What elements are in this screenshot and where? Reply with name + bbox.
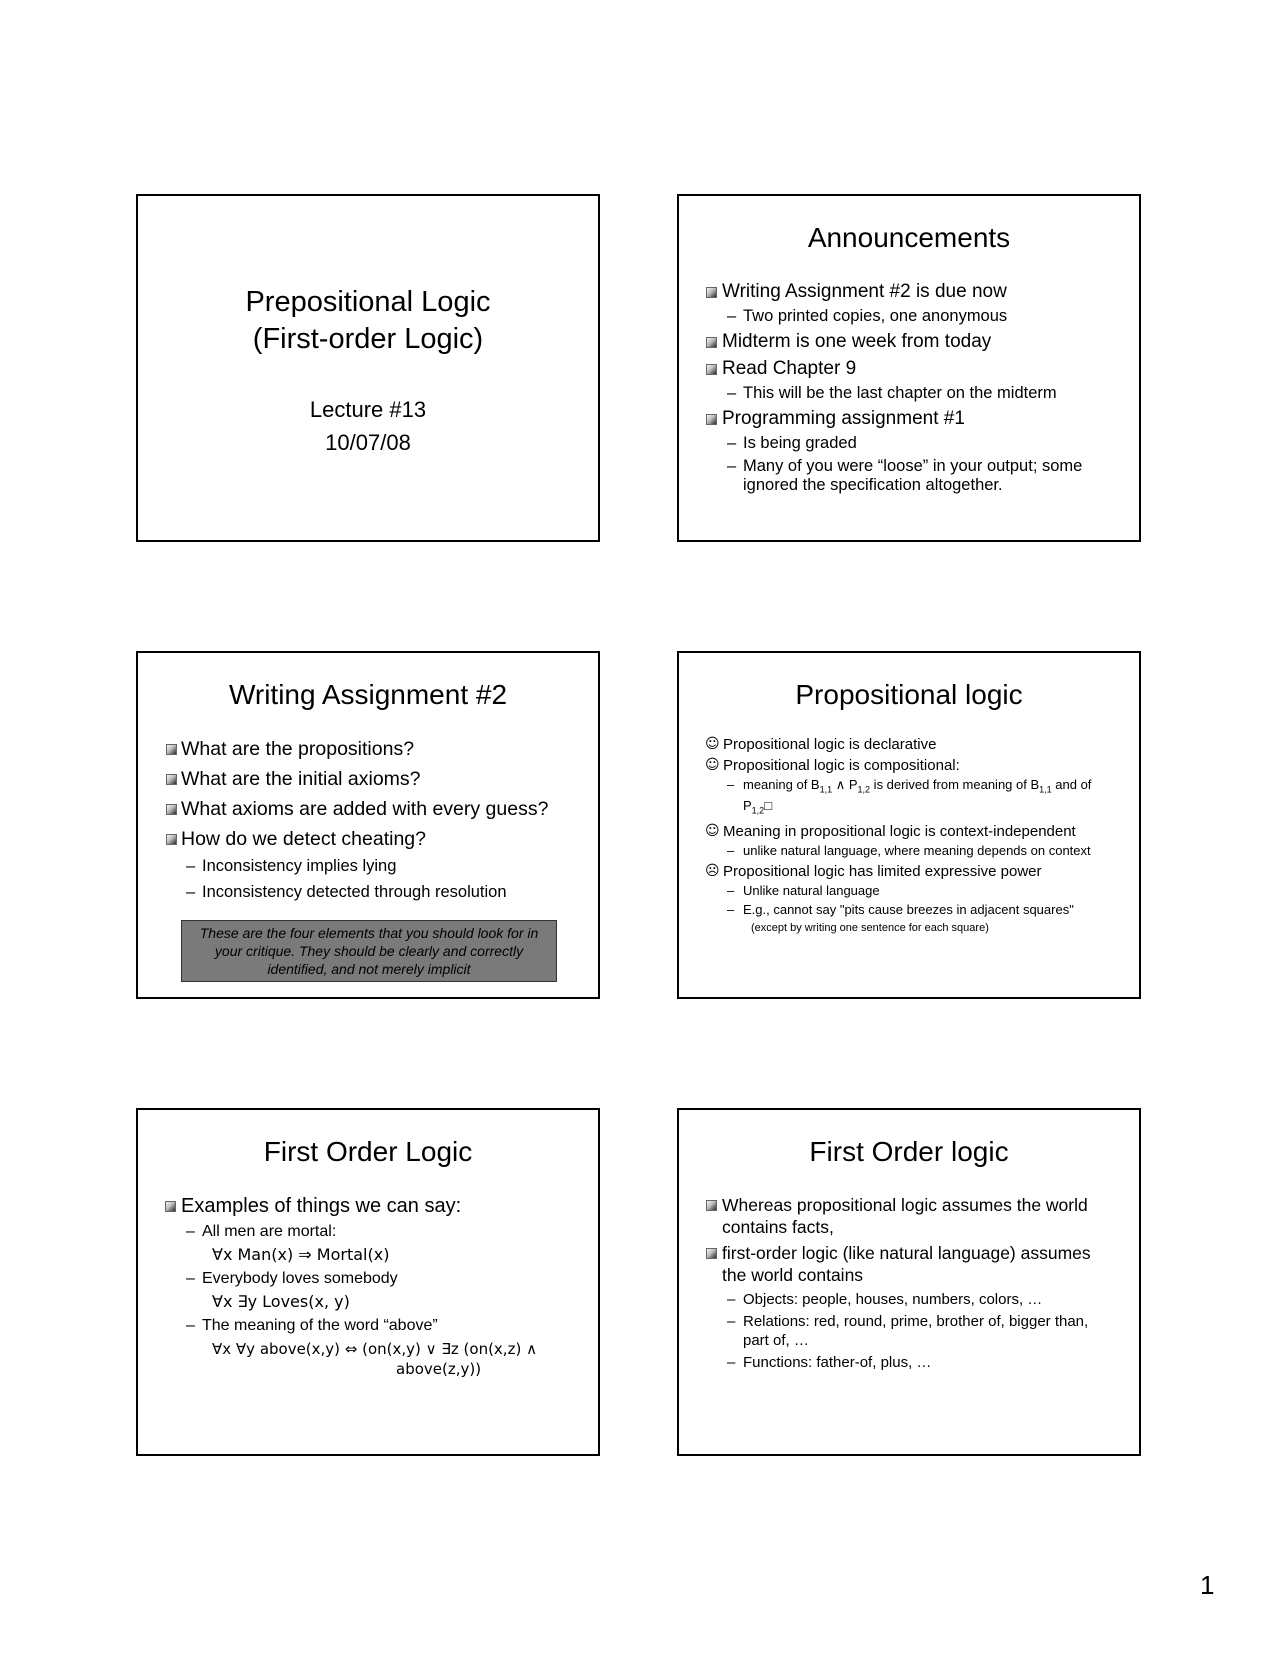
slide-heading: Announcements	[807, 222, 1011, 253]
subscript: 1,1	[1039, 784, 1052, 795]
square-bullet-icon	[166, 804, 177, 815]
footnote: (except by writing one sentence for each square)	[751, 922, 989, 935]
sub-bullet	[679, 434, 1139, 453]
sub-bullet-text: All men are mortal:	[202, 1223, 337, 1240]
slide-first-order-logic-world	[677, 1108, 1141, 1456]
title-line-1: Prepositional Logic	[245, 286, 491, 318]
slide-body	[138, 1194, 598, 1379]
bullet-text: What are the propositions?	[181, 738, 415, 760]
formula-part: meaning of B	[743, 777, 820, 792]
bullet-text: Propositional logic has limited expressive power	[723, 863, 1042, 881]
formula-part: □	[764, 797, 773, 813]
dash-icon: –	[727, 1291, 736, 1308]
bullet-text: Propositional logic is declarative	[723, 736, 937, 753]
bullet	[679, 735, 1139, 754]
sub-bullet-text: Functions: father-of, plus, …	[743, 1354, 932, 1371]
dash-icon: –	[727, 843, 735, 859]
sub-bullet-text: Is being graded	[743, 434, 857, 452]
bullet	[679, 1242, 1139, 1286]
sub-bullet-text: Many of you were “loose” in your output; some ignored the specification altogether.	[743, 457, 1083, 494]
bullet	[138, 767, 598, 791]
dash-icon: –	[727, 1313, 736, 1330]
bullet	[138, 737, 598, 761]
sub-bullet-text: This will be the last chapter on the midterm	[743, 384, 1057, 402]
sub-bullet-text: Two printed copies, one anonymous	[743, 307, 1008, 325]
sub-bullet-text: Relations: red, round, prime, brother of, bigger than, part of, …	[743, 1313, 1089, 1349]
sub-bullet-text: Inconsistency detected through resolution	[202, 883, 507, 901]
bullet-text: Examples of things we can say:	[181, 1195, 462, 1217]
bullet	[679, 357, 1139, 381]
dash-icon: –	[186, 857, 196, 875]
sub-bullet-text: Unlike natural language	[743, 883, 880, 899]
square-bullet-icon	[166, 744, 177, 755]
slide-body	[138, 737, 598, 909]
bullet	[679, 330, 1139, 354]
sub-bullet	[679, 843, 1139, 858]
bullet	[138, 1194, 598, 1218]
slide-heading: Propositional logic	[795, 679, 1023, 710]
sub-bullet-text: Everybody loves somebody	[202, 1270, 398, 1287]
sub-bullet	[679, 883, 1139, 898]
square-bullet-icon	[165, 1201, 176, 1212]
bullet	[138, 827, 598, 851]
dash-icon: –	[727, 1354, 736, 1371]
title-line-2: (First-order Logic)	[252, 323, 484, 355]
bullet	[679, 1194, 1139, 1238]
sub-bullet	[679, 1290, 1139, 1309]
slide-body	[679, 1194, 1139, 1375]
dash-icon: –	[186, 1270, 195, 1287]
formula-part: is derived from meaning of B	[870, 777, 1040, 792]
dash-icon: –	[186, 1317, 195, 1334]
sub-bullet	[679, 1353, 1139, 1372]
dash-icon: –	[727, 434, 737, 452]
lecture-number: Lecture #13	[309, 397, 427, 422]
bullet	[138, 797, 598, 821]
sub-bullet	[138, 883, 598, 902]
square-bullet-icon	[706, 287, 717, 298]
bullet	[679, 756, 1139, 775]
bullet	[679, 862, 1139, 881]
bullet	[679, 407, 1139, 431]
slide-body	[679, 280, 1139, 499]
subscript: 1,2	[751, 805, 765, 816]
dash-icon: –	[727, 457, 737, 475]
square-bullet-icon	[166, 774, 177, 785]
slide-announcements	[677, 194, 1141, 542]
bullet-text: Programming assignment #1	[722, 408, 965, 429]
slide-heading: First Order Logic	[263, 1136, 473, 1167]
dash-icon: –	[727, 307, 737, 325]
slide-writing-assignment	[136, 651, 600, 999]
smiley-icon: ☺	[705, 736, 720, 752]
dash-icon: –	[727, 883, 735, 899]
square-bullet-icon	[706, 414, 717, 425]
slide-title	[136, 194, 600, 542]
slide-heading: First Order logic	[809, 1136, 1009, 1167]
sub-bullet	[138, 1269, 598, 1288]
sub-bullet-text: Inconsistency implies lying	[202, 857, 397, 875]
dash-icon: –	[186, 1223, 195, 1240]
bullet-text: What are the initial axioms?	[181, 768, 421, 790]
square-bullet-icon	[706, 1200, 717, 1211]
sub-bullet	[138, 857, 598, 876]
slide-body	[679, 735, 1139, 939]
bullet-text: first-order logic (like natural language) assumes the world contains	[722, 1243, 1091, 1285]
dash-icon: –	[727, 384, 737, 402]
subscript: 1,2	[857, 784, 871, 795]
square-bullet-icon	[706, 364, 717, 375]
frowny-icon: ☹	[705, 863, 720, 880]
sub-bullet	[679, 384, 1139, 403]
bullet-text: Midterm is one week from today	[722, 331, 992, 352]
sub-bullet	[679, 777, 1139, 818]
sub-bullet-text: unlike natural language, where meaning depends on context	[743, 843, 1091, 859]
slide-heading: Writing Assignment #2	[228, 679, 508, 710]
sub-bullet	[138, 1316, 598, 1335]
bullet-text: Whereas propositional logic assumes the world contains facts,	[722, 1195, 1088, 1237]
bullet	[679, 280, 1139, 304]
lecture-info	[138, 393, 598, 459]
square-bullet-icon	[166, 834, 177, 845]
formula-part: ∧ P	[832, 777, 858, 792]
bullet	[679, 822, 1139, 841]
sub-bullet	[679, 902, 1139, 917]
sub-bullet	[679, 307, 1139, 326]
lecture-title	[138, 284, 598, 358]
smiley-icon: ☺	[705, 823, 720, 840]
bullet-text: Read Chapter 9	[722, 358, 857, 379]
slide-first-order-logic-examples	[136, 1108, 600, 1456]
sub-bullet-text: Objects: people, houses, numbers, colors, …	[743, 1291, 1043, 1308]
lecture-date: 10/07/08	[325, 430, 411, 455]
bullet-text: Writing Assignment #2 is due now	[722, 281, 1007, 302]
sub-bullet	[679, 1312, 1139, 1350]
formula-continuation: above(z,y))	[396, 1360, 482, 1378]
dash-icon: –	[186, 883, 196, 901]
formula: ∀x Man(x) ⇒ Mortal(x)	[212, 1245, 390, 1264]
formula: ∀x ∃y Loves(x, y)	[212, 1292, 350, 1311]
dash-icon: –	[727, 902, 735, 918]
bullet-text: Meaning in propositional logic is context-independent	[723, 823, 1076, 841]
subscript: 1,1	[819, 784, 833, 795]
smiley-icon: ☺	[705, 757, 720, 773]
bullet-text: What axioms are added with every guess?	[181, 798, 549, 820]
sub-bullet-text: The meaning of the word “above”	[202, 1317, 438, 1334]
bullet-text: How do we detect cheating?	[181, 828, 426, 850]
dash-icon: –	[727, 777, 735, 792]
square-bullet-icon	[706, 1248, 717, 1259]
formula-part: and of P	[743, 777, 1092, 813]
formula: ∀x ∀y above(x,y) ⇔ (on(x,y) ∨ ∃z (on(x,z) ∧	[212, 1340, 538, 1358]
page-number: 1	[1200, 1570, 1215, 1600]
sub-bullet	[679, 457, 1139, 495]
critique-note: These are the four elements that you should look for in your critique. They should be clearly and correctly identified, and not merely implicit	[181, 920, 557, 982]
sub-bullet-text: E.g., cannot say "pits cause breezes in adjacent squares"	[743, 902, 1074, 918]
sub-bullet	[138, 1222, 598, 1241]
square-bullet-icon	[706, 337, 717, 348]
slide-propositional-logic	[677, 651, 1141, 999]
bullet-text: Propositional logic is compositional:	[723, 757, 960, 774]
